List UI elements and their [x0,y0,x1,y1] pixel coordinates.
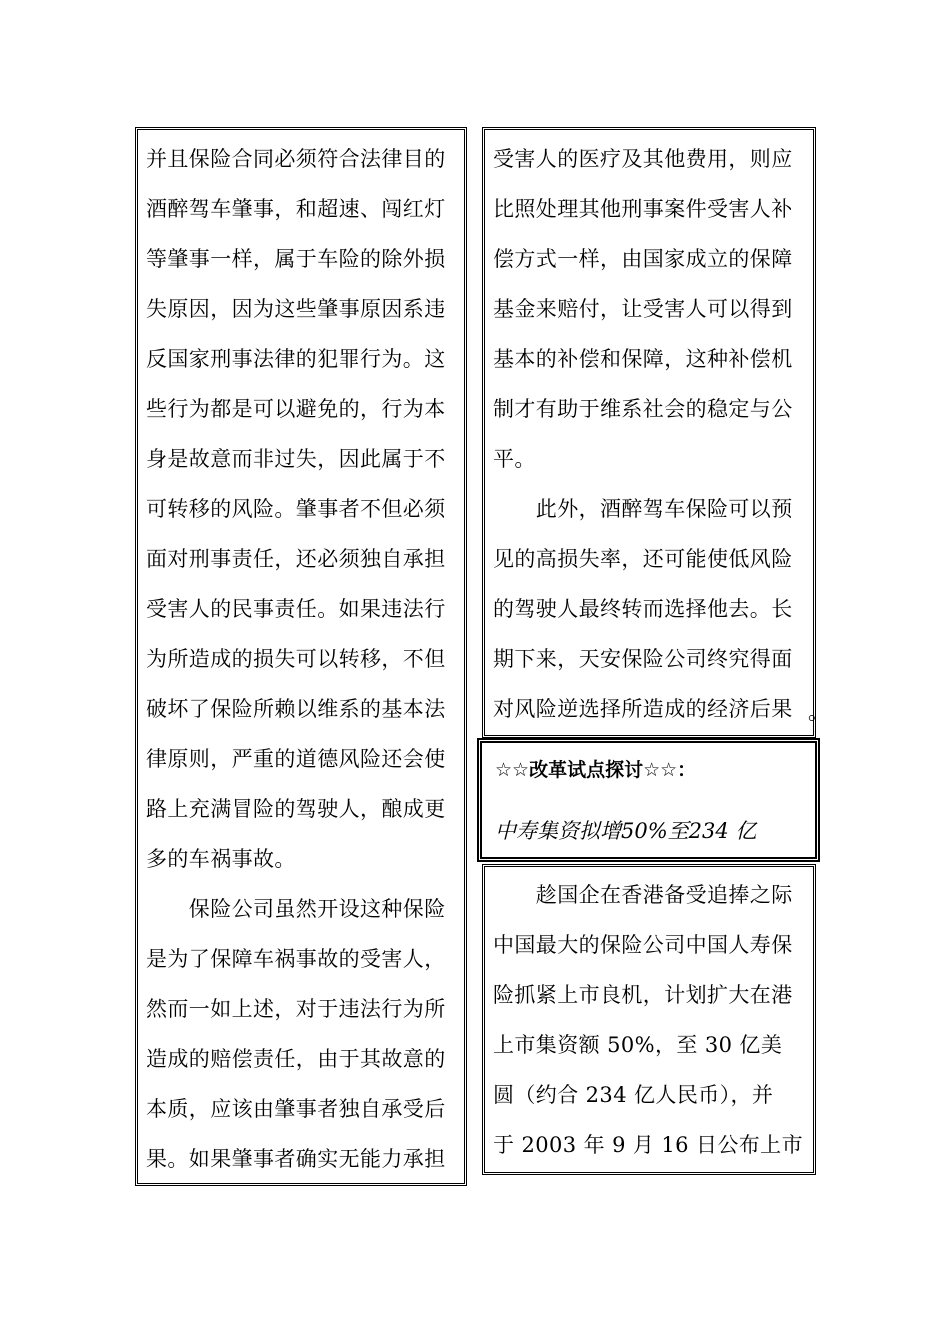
text-line: 见的高损失率，还可能使低风险 [493,547,793,571]
text-line: 失原因，因为这些肇事原因系违 [146,297,446,321]
text-line: 反国家刑事法律的犯罪行为。这 [146,347,446,371]
text-line: 面对刑事责任，还必须独自承担 [146,547,446,571]
text-line: 保险公司虽然开设这种保险 [146,897,446,921]
overflow-punctuation: 。 [808,700,829,724]
text-line: 期下来，天安保险公司终究得面 [493,647,793,671]
feature-heading: ☆☆改革试点探讨☆☆： [495,759,697,781]
text-line: 些行为都是可以避免的，行为本 [146,397,446,421]
text-line: 圆（约合 234 亿人民币），并 [493,1083,774,1107]
text-line: 的驾驶人最终转而选择他去。长 [493,597,793,621]
text-line: 险抓紧上市良机，计划扩大在港 [493,983,793,1007]
text-line: 中国最大的保险公司中国人寿保 [493,933,793,957]
feature-title: 中寿集资拟增50%至234 亿 [495,819,757,843]
text-line: 趁国企在香港备受追捧之际 [493,883,793,907]
text-line: 身是故意而非过失，因此属于不 [146,447,446,471]
text-line: 基本的补偿和保障，这种补偿机 [493,347,793,371]
text-line: 可转移的风险。肇事者不但必须 [146,497,446,521]
text-line: 果。如果肇事者确实无能力承担 [146,1147,446,1171]
text-line: 律原则，严重的道德风险还会使 [146,747,446,771]
text-line: 于 2003 年 9 月 16 日公布上市 [493,1133,803,1157]
text-line: 受害人的民事责任。如果违法行 [146,597,446,621]
right-top-text [493,134,793,734]
text-line: 然而一如上述，对于违法行为所 [146,997,446,1021]
left-column-text [146,134,446,1184]
text-line: 此外，酒醉驾车保险可以预 [493,497,793,521]
text-line: 并且保险合同必须符合法律目的 [146,147,446,171]
text-line: 多的车祸事故。 [146,847,296,871]
text-line: 路上充满冒险的驾驶人，酿成更 [146,797,446,821]
text-line: 酒醉驾车肇事，和超速、闯红灯 [146,197,446,221]
right-bottom-text [493,870,803,1170]
text-line: 上市集资额 50%，至 30 亿美 [493,1033,783,1057]
text-line: 偿方式一样，由国家成立的保障 [493,247,793,271]
text-line: 是为了保障车祸事故的受害人， [146,947,446,971]
text-line: 等肇事一样，属于车险的除外损 [146,247,446,271]
text-line: 平。 [493,447,536,471]
text-line: 本质，应该由肇事者独自承受后 [146,1097,446,1121]
text-line: 受害人的医疗及其他费用，则应 [493,147,793,171]
text-line: 比照处理其他刑事案件受害人补 [493,197,793,221]
text-line: 对风险逆选择所造成的经济后果 [493,697,793,721]
text-line: 基金来赔付，让受害人可以得到 [493,297,793,321]
text-line: 制才有助于维系社会的稳定与公 [493,397,793,421]
text-line: 为所造成的损失可以转移，不但 [146,647,446,671]
text-line: 破坏了保险所赖以维系的基本法 [146,697,446,721]
text-line: 造成的赔偿责任，由于其故意的 [146,1047,446,1071]
